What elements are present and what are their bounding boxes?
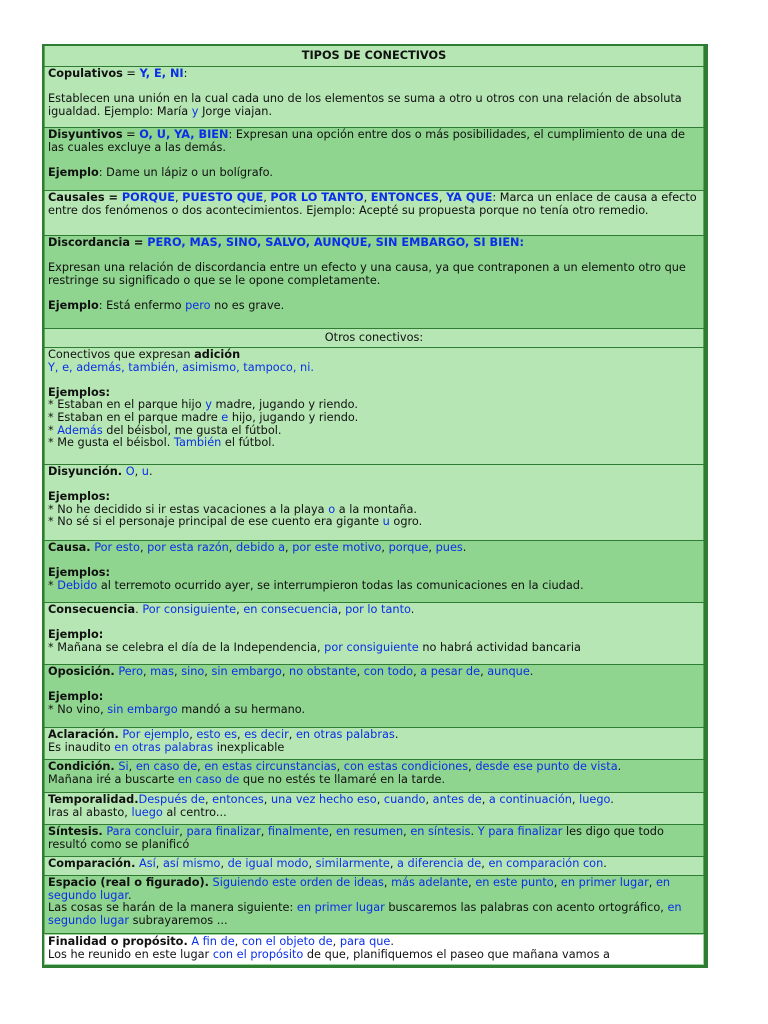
discordancia-example-label: Ejemplo bbox=[48, 298, 99, 312]
aclaracion-keyword: en otras palabras bbox=[295, 728, 395, 741]
condicion-keyword: en caso de bbox=[135, 760, 198, 773]
oposicion-label: Oposición. bbox=[48, 665, 115, 678]
comparacion-keyword: a diferencia de bbox=[397, 857, 482, 870]
comparacion-keyword: similarmente bbox=[315, 857, 390, 870]
causales-word: POR LO TANTO bbox=[270, 191, 364, 204]
aclaracion-keyword: en otras palabras bbox=[114, 740, 214, 754]
row-copulativos bbox=[44, 67, 704, 127]
temporalidad-example: Iras al abasto, bbox=[48, 805, 132, 819]
table-title bbox=[44, 46, 704, 66]
row-condicion: Condición. Si, en caso de, en estas circunstancias, con estas condiciones, desde ese punto de vista. Mañana iré a buscarte en caso de que no estés te llamaré en la tarde. bbox=[44, 760, 704, 792]
adicion-example: el fútbol. bbox=[221, 436, 275, 450]
adicion-example: * bbox=[48, 423, 58, 437]
aclaracion-example: Es inaudito bbox=[48, 740, 115, 754]
discordancia-desc: Expresan una relación de discordancia entre un efecto y una causa, ya que contraponen a un elemento otro que restringe su significado o que se le opone completamente. bbox=[48, 261, 686, 287]
row-finalidad: Finalidad o propósito. A fin de, con el objeto de, para que. Los he reunido en este lugar con el propósito de que, planifiquemos el paseo que mañana vamos a bbox=[44, 934, 704, 965]
temporalidad-keyword: cuando bbox=[383, 793, 426, 806]
oposicion-keyword: aunque bbox=[487, 665, 530, 678]
adicion-label: adición bbox=[194, 348, 241, 361]
finalidad-example: de que, planifiquemos el paseo que mañana vamos a bbox=[303, 947, 610, 961]
disyuntivos-desc: : Expresan una opción entre dos o más posibilidades, el cumplimiento de una de las cuales excluye a las demás. bbox=[48, 128, 685, 154]
aclaracion-label: Aclaración. bbox=[48, 728, 119, 741]
disyuntivos-words: O, U, YA, BIEN bbox=[139, 128, 229, 141]
sintesis-keyword: Y para finalizar bbox=[477, 825, 563, 838]
row-temporalidad: Temporalidad.Después de, entonces, una vez hecho eso, cuando, antes de, a continuación, luego. Iras al abasto, luego al centro... bbox=[44, 793, 704, 824]
disyuncion-keyword: O bbox=[125, 465, 135, 478]
causa-label: Causa. bbox=[48, 541, 91, 554]
row-discordancia bbox=[44, 236, 704, 328]
finalidad-example: Los he reunido en este lugar bbox=[48, 947, 213, 961]
espacio-keyword: en segundo lugar bbox=[48, 901, 682, 927]
adicion-keyword: e bbox=[221, 410, 229, 424]
row-adicion bbox=[44, 348, 704, 464]
row-disyuncion: Disyunción. O, u. Ejemplos: * No he decidido si ir estas vacaciones a la playa o a la montaña. * No sé si el personaje principal de ese cuento era gigante u ogro. bbox=[44, 465, 704, 540]
aclaracion-example: inexplicable bbox=[213, 740, 285, 754]
oposicion-example: * No vino, bbox=[48, 702, 108, 716]
espacio-label: Espacio (real o figurado). bbox=[48, 876, 209, 889]
espacio-keyword: en este punto bbox=[475, 876, 554, 889]
aclaracion-keyword: Por ejemplo bbox=[122, 728, 190, 741]
row-disyuntivos bbox=[44, 128, 704, 190]
causa-keyword: debido a bbox=[235, 541, 286, 554]
disyuntivos-example: : Dame un lápiz o un bolígrafo. bbox=[98, 165, 273, 179]
otros-conectivos-heading: Otros conectivos: bbox=[324, 331, 424, 344]
condicion-keyword: con estas condiciones bbox=[343, 760, 469, 773]
adicion-intro: Conectivos que expresan bbox=[48, 348, 195, 361]
disyuncion-keyword: u bbox=[382, 515, 390, 529]
sep: , bbox=[263, 191, 271, 204]
espacio-example: buscaremos las palabras con acento ortográfico, bbox=[384, 901, 668, 915]
causa-keyword: porque bbox=[388, 541, 429, 554]
oposicion-keyword: no obstante bbox=[289, 665, 357, 678]
espacio-keyword: Siguiendo este orden de ideas bbox=[212, 876, 384, 889]
oposicion-keyword: sin embargo bbox=[107, 702, 178, 716]
causales-label: Causales = bbox=[48, 191, 122, 204]
causa-keyword: por este motivo bbox=[292, 541, 382, 554]
copulativos-eq: = bbox=[122, 67, 140, 80]
adicion-example: hijo, jugando y riendo. bbox=[228, 410, 359, 424]
oposicion-keyword: mas bbox=[150, 665, 174, 678]
causa-example: al terremoto ocurrido ayer, se interrumpieron todas las comunicaciones en la ciudad. bbox=[97, 578, 584, 592]
sep: , bbox=[363, 191, 371, 204]
consecuencia-example-label: Ejemplo: bbox=[48, 628, 104, 642]
disyuncion-example: ogro. bbox=[389, 515, 423, 529]
condicion-example: Mañana iré a buscarte bbox=[48, 772, 178, 786]
disyuntivos-example-label: Ejemplo bbox=[48, 165, 99, 179]
row-consecuencia: Consecuencia. Por consiguiente, en consecuencia, por lo tanto. Ejemplo: * Mañana se celebra el día de la Independencia, por consiguiente no habrá actividad bancaria bbox=[44, 603, 704, 664]
adicion-example: * Me gusta el béisbol. bbox=[48, 436, 174, 450]
causales-word: YA QUE bbox=[446, 191, 493, 204]
sintesis-label: Síntesis. bbox=[48, 825, 103, 838]
condicion-keyword: en caso de bbox=[177, 772, 240, 786]
discordancia-example-end: no es grave. bbox=[210, 298, 285, 312]
discordancia-words: PERO, MAS, SINO, SALVO, AUNQUE, SIN EMBARGO, SI BIEN: bbox=[147, 236, 525, 249]
temporalidad-keyword: luego bbox=[131, 805, 163, 819]
discordancia-example: : Está enfermo bbox=[98, 298, 186, 312]
temporalidad-keyword: a continuación bbox=[488, 793, 572, 806]
espacio-keyword: más adelante bbox=[391, 876, 469, 889]
espacio-example: Las cosas se harán de la manera siguiente: bbox=[48, 901, 297, 915]
row-oposicion: Oposición. Pero, mas, sino, sin embargo, no obstante, con todo, a pesar de, aunque. Ejemplo: * No vino, sin embargo mandó a su hermano. bbox=[44, 665, 704, 727]
temporalidad-keyword: una vez hecho eso bbox=[270, 793, 377, 806]
copulativos-words: Y, E, NI bbox=[139, 67, 184, 80]
condicion-keyword: Si bbox=[118, 760, 129, 773]
copulativos-desc-end: Jorge viajan. bbox=[198, 104, 273, 118]
comparacion-keyword: en comparación con bbox=[488, 857, 604, 870]
espacio-keyword: en primer lugar bbox=[296, 901, 385, 915]
espacio-keyword: en primer lugar bbox=[560, 876, 649, 889]
comparacion-label: Comparación. bbox=[48, 857, 136, 870]
consecuencia-keyword: por lo tanto bbox=[345, 603, 411, 616]
sintesis-keyword: en síntesis bbox=[410, 825, 471, 838]
causa-example: * bbox=[48, 578, 58, 592]
adicion-example: * Estaban en el parque hijo bbox=[48, 398, 206, 412]
row-sintesis: Síntesis. Para concluir, para finalizar, finalmente, en resumen, en síntesis. Y para finalizar les digo que todo resultó como se planificó bbox=[44, 825, 704, 856]
sep: , bbox=[174, 191, 183, 204]
disyuncion-examples-label: Ejemplos: bbox=[48, 490, 110, 504]
finalidad-keyword: con el objeto de bbox=[241, 935, 333, 948]
temporalidad-keyword: antes de bbox=[432, 793, 482, 806]
oposicion-keyword: Pero bbox=[118, 665, 143, 678]
temporalidad-label: Temporalidad. bbox=[48, 793, 139, 806]
disyuncion-example: * No he decidido si ir estas vacaciones a la playa bbox=[48, 502, 329, 516]
temporalidad-example: al centro... bbox=[162, 805, 227, 819]
adicion-example: madre, jugando y riendo. bbox=[211, 398, 358, 412]
sintesis-example: les digo que todo resultó como se planificó bbox=[48, 825, 664, 851]
discordancia-example-keyword: pero bbox=[185, 298, 211, 312]
oposicion-example: mandó a su hermano. bbox=[177, 702, 306, 716]
disyuncion-keyword: u bbox=[141, 465, 149, 478]
disyuntivos-label: Disyuntivos bbox=[48, 128, 123, 141]
consecuencia-example: * Mañana se celebra el día de la Independencia, bbox=[48, 640, 325, 654]
espacio-keyword: en segundo lugar bbox=[48, 876, 671, 902]
sintesis-keyword: para finalizar bbox=[186, 825, 261, 838]
causa-keyword: pues bbox=[435, 541, 463, 554]
aclaracion-keyword: esto es bbox=[196, 728, 238, 741]
copulativos-colon: : bbox=[183, 67, 188, 80]
row-espacio: Espacio (real o figurado). Siguiendo este orden de ideas, más adelante, en este punto, en primer lugar, en segundo lugar. Las cosas se harán de la manera siguiente: en primer lugar buscaremos las palabras con acento ortográfico, en segundo lugar subrayaremos ... bbox=[44, 876, 704, 933]
adicion-examples-label: Ejemplos: bbox=[48, 385, 110, 399]
oposicion-keyword: sino bbox=[181, 665, 205, 678]
adicion-example: del béisbol, me gusta el fútbol. bbox=[102, 423, 282, 437]
finalidad-keyword: para que bbox=[339, 935, 391, 948]
disyuncion-keyword: o bbox=[328, 502, 336, 516]
temporalidad-keyword: Después de bbox=[138, 793, 205, 806]
finalidad-label: Finalidad o propósito. bbox=[48, 935, 188, 948]
consecuencia-label: Consecuencia bbox=[48, 603, 136, 616]
comparacion-keyword: de igual modo bbox=[227, 857, 309, 870]
espacio-example: subrayaremos ... bbox=[129, 913, 228, 927]
comparacion-keyword: así mismo bbox=[162, 857, 221, 870]
oposicion-keyword: con todo bbox=[363, 665, 414, 678]
causales-word: PUESTO QUE bbox=[182, 191, 264, 204]
causales-word: PORQUE bbox=[121, 191, 175, 204]
table-title-text: TIPOS DE CONECTIVOS bbox=[301, 49, 447, 62]
adicion-example: * Estaban en el parque madre bbox=[48, 410, 222, 424]
consecuencia-keyword: por consiguiente bbox=[324, 640, 419, 654]
temporalidad-keyword: entonces bbox=[212, 793, 264, 806]
disyuntivos-eq: = bbox=[122, 128, 140, 141]
row-comparacion: Comparación. Así, así mismo, de igual modo, similarmente, a diferencia de, en comparación con. bbox=[44, 857, 704, 875]
row-causa: Causa. Por esto, por esta razón, debido a, por este motivo, porque, pues. Ejemplos: * Debido al terremoto ocurrido ayer, se interrumpieron todas las comunicaciones en la ciudad. bbox=[44, 541, 704, 602]
copulativos-y: y bbox=[191, 104, 199, 118]
sintesis-keyword: finalmente bbox=[267, 825, 329, 838]
comparacion-keyword: Así bbox=[139, 857, 156, 870]
causales-word: ENTONCES bbox=[370, 191, 439, 204]
sintesis-keyword: Para concluir bbox=[106, 825, 180, 838]
discordancia-label: Discordancia = bbox=[48, 236, 148, 249]
causa-keyword: Debido bbox=[57, 578, 98, 592]
finalidad-keyword: con el propósito bbox=[212, 947, 304, 961]
finalidad-keyword: A fin de bbox=[191, 935, 235, 948]
row-aclaracion: Aclaración. Por ejemplo, esto es, es decir, en otras palabras. Es inaudito en otras palabras inexplicable bbox=[44, 728, 704, 759]
condicion-label: Condición. bbox=[48, 760, 115, 773]
causa-examples-label: Ejemplos: bbox=[48, 566, 110, 580]
disyuncion-example: a la montaña. bbox=[335, 502, 417, 516]
causa-keyword: Por esto bbox=[94, 541, 140, 554]
copulativos-label: Copulativos bbox=[48, 67, 123, 80]
oposicion-example-label: Ejemplo: bbox=[48, 690, 104, 704]
condicion-example: que no estés te llamaré en la tarde. bbox=[239, 772, 446, 786]
condicion-keyword: en estas circunstancias bbox=[204, 760, 337, 773]
consecuencia-keyword: Por consiguiente bbox=[142, 603, 237, 616]
row-causales bbox=[44, 191, 704, 235]
condicion-keyword: desde ese punto de vista bbox=[475, 760, 618, 773]
causales-desc: : Marca un enlace de causa a efecto entre dos fenómenos o dos acontecimientos. Ejemplo: Acepté su propuesta porque no tenía otro remedio. bbox=[48, 191, 697, 217]
oposicion-keyword: a pesar de bbox=[420, 665, 481, 678]
oposicion-keyword: sin embargo bbox=[211, 665, 282, 678]
adicion-words: Y, e, además, también, asimismo, tampoco, ni. bbox=[48, 360, 314, 374]
adicion-keyword: También bbox=[173, 436, 222, 450]
consecuencia-example: no habrá actividad bancaria bbox=[418, 640, 581, 654]
disyuncion-example: * No sé si el personaje principal de ese cuento era gigante bbox=[48, 515, 383, 529]
temporalidad-keyword: luego bbox=[579, 793, 611, 806]
adicion-keyword: Además bbox=[57, 423, 103, 437]
copulativos-desc: Establecen una unión en la cual cada uno de los elementos se suma a otro u otros con una relación de absoluta igualdad. Ejemplo: María bbox=[48, 92, 682, 118]
row-otros-conectivos bbox=[44, 329, 704, 347]
sintesis-keyword: en resumen bbox=[335, 825, 404, 838]
aclaracion-keyword: es decir bbox=[244, 728, 289, 741]
adicion-keyword: y bbox=[205, 398, 212, 412]
causa-keyword: por esta razón bbox=[147, 541, 229, 554]
disyuncion-label: Disyunción. bbox=[48, 465, 123, 478]
connectives-table bbox=[42, 44, 708, 968]
sep: , bbox=[438, 191, 447, 204]
consecuencia-keyword: en consecuencia bbox=[243, 603, 338, 616]
